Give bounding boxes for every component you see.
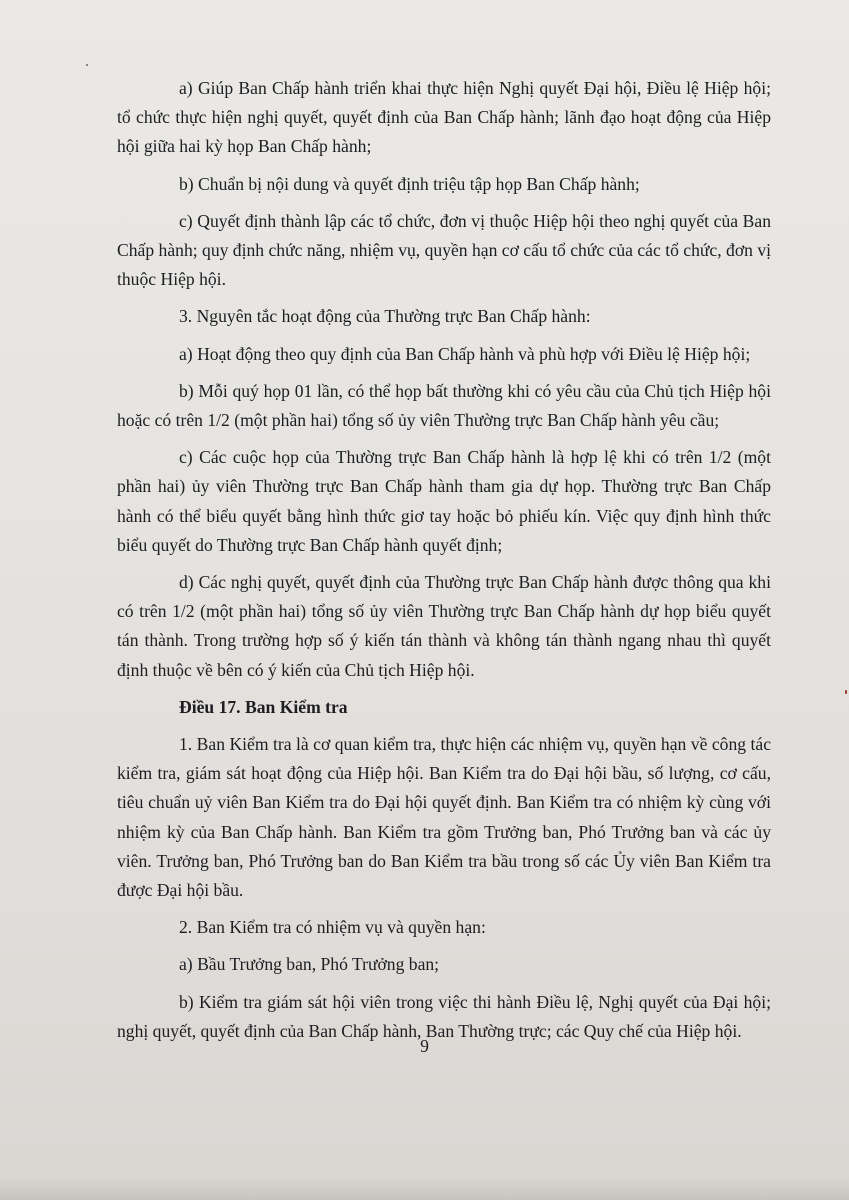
paragraph-3-principle-a: a) Hoạt động theo quy định của Ban Chấp hành và phù hợp với Điều lệ Hiệp hội; — [179, 343, 751, 364]
paragraph-3b: b) Chuẩn bị nội dung và quyết định triệu tập họp Ban Chấp hành; — [179, 173, 640, 194]
article-paragraph-2: 2. Ban Kiểm tra có nhiệm vụ và quyền hạn: — [179, 917, 486, 938]
paragraph-3-principle-c: c) Các cuộc họp của Thường trực Ban Chấp hành là hợp lệ khi có trên 1/2 (một phần hai) ủy viên Thường trực Ban Chấp hành tham gia dự họp. Thường trực Ban Chấp hành có thể biểu quyết bằng hình thức giơ tay hoặc bỏ phiếu kín. Việc quy định hình thức biểu quyết do Thường trực Ban Chấp hành quyết định; — [117, 447, 771, 555]
article-paragraph-2a: a) Bầu Trưởng ban, Phó Trưởng ban; — [179, 954, 440, 975]
page-number: 9 — [420, 1036, 429, 1056]
paper-speck — [845, 690, 847, 694]
paragraph-section-3: 3. Nguyên tắc hoạt động của Thường trực Ban Chấp hành: — [179, 306, 591, 327]
paragraph-3c: c) Quyết định thành lập các tổ chức, đơn vị thuộc Hiệp hội theo nghị quyết của Ban Chấp hành; quy định chức năng, nhiệm vụ, quyền hạn cơ cấu tổ chức của các tổ chức, đơn vị thuộc Hiệp hội. — [117, 210, 772, 290]
paragraph-3-principle-b: b) Mỗi quý họp 01 lần, có thể họp bất thường khi có yêu cầu của Chủ tịch Hiệp hội hoặc có trên 1/2 (một phần hai) tổng số ủy viên Thường trực Ban Chấp hành yêu cầu; — [117, 380, 771, 431]
article-paragraph-1: 1. Ban Kiểm tra là cơ quan kiểm tra, thực hiện các nhiệm vụ, quyền hạn về công tác kiểm tra, giám sát hoạt động của Hiệp hội. Ban Kiểm tra do Đại hội bầu, số lượng, cơ cấu, tiêu chuẩn uỷ viên Ban Kiểm tra do Đại hội quyết định. Ban Kiểm tra có nhiệm kỳ cùng với nhiệm kỳ của Ban Chấp hành. Ban Kiểm tra gồm Trưởng ban, Phó Trưởng ban và các ủy viên. Trưởng ban, Phó Trưởng ban do Ban Kiểm tra bầu trong số các Ủy viên Ban Kiểm tra được Đại hội bầu. — [117, 734, 771, 901]
document-body — [117, 74, 771, 1054]
paper-speck — [86, 64, 88, 66]
paragraph-3a: a) Giúp Ban Chấp hành triển khai thực hiện Nghị quyết Đại hội, Điều lệ Hiệp hội; tổ chức thực hiện nghị quyết, quyết định của Ban Chấp hành; lãnh đạo hoạt động của Hiệp hội giữa hai kỳ họp Ban Chấp hành; — [117, 78, 771, 157]
paragraph-3-principle-d: d) Các nghị quyết, quyết định của Thường trực Ban Chấp hành được thông qua khi có trên 1/2 (một phần hai) tổng số ủy viên Thường trực Ban Chấp hành dự họp biểu quyết tán thành. Trong trường hợp số ý kiến tán thành và không tán thành ngang nhau thì quyết định thuộc về bên có ý kiến của Chủ tịch Hiệp hội. — [117, 572, 771, 680]
article-paragraph-2b: b) Kiểm tra giám sát hội viên trong việc thi hành Điều lệ, Nghị quyết của Đại hội; nghị quyết, quyết định của Ban Chấp hành, Ban Thường trực; các Quy chế của Hiệp hội. — [117, 991, 771, 1041]
article-heading: Điều 17. Ban Kiểm tra — [179, 696, 348, 717]
